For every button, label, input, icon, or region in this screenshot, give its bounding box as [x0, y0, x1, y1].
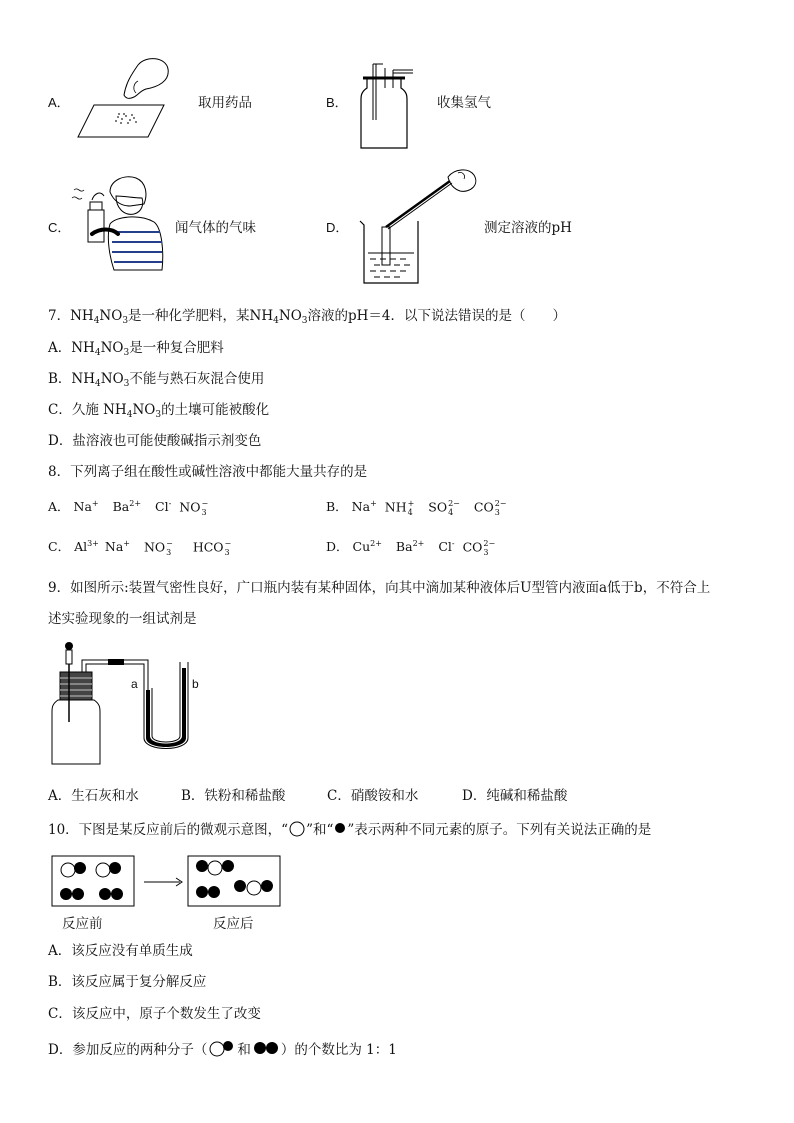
option-text: 的土壤可能被酸化 — [161, 402, 270, 418]
ion-na: Na+ — [351, 499, 377, 514]
ph-test-beaker-illustration — [350, 165, 500, 290]
option-letter: D． — [326, 539, 349, 554]
ion-cl: Cl- — [155, 499, 172, 514]
q10-option-b: B．该反应属于复分解反应 — [48, 974, 207, 990]
ab-molecule-icon — [207, 1039, 237, 1057]
stem-text: 7．NH — [48, 308, 94, 324]
q9-option-c: C．硝酸铵和水 — [327, 788, 419, 804]
q8-option-d — [326, 537, 505, 557]
ion-hco3: HCO− 3 — [192, 538, 232, 557]
subscript: 4 — [126, 410, 133, 420]
white-atom-icon — [288, 821, 306, 837]
black-atom-icon — [333, 821, 347, 835]
stem-text: ”和“ — [306, 822, 334, 838]
q7-option-b — [48, 367, 264, 389]
option-letter: B． — [326, 95, 348, 110]
option-text: 是一种复合肥料 — [129, 340, 224, 356]
hand-taking-powder-illustration — [76, 55, 176, 140]
q9-stem-line2: 述实验现象的一组试剂是 — [48, 611, 197, 627]
ion-cl: Cl- — [438, 539, 455, 554]
ion-no3: NO− 3 — [179, 498, 209, 517]
stem-text: NO — [278, 308, 302, 324]
gas-collection-bottle-illustration — [355, 60, 415, 150]
ion-nh4: NH+ 4 — [384, 498, 415, 517]
option-letter: A． — [48, 95, 70, 110]
option-text: 取用药品 — [198, 95, 252, 111]
q10-stem — [48, 818, 651, 838]
before-label: 反应前 — [62, 916, 103, 932]
ion-co3: CO2− 3 — [462, 538, 496, 557]
q9-option-d: D．纯碱和稀盐酸 — [462, 788, 568, 804]
option-letter: C． — [48, 539, 71, 554]
q10-option-c: C．该反应中，原子个数发生了改变 — [48, 1006, 261, 1022]
subscript: 3 — [122, 316, 129, 326]
label-a: a — [131, 677, 138, 691]
subscript: 4 — [95, 379, 101, 389]
ion-ba: $Ba^{2+}$ — [112, 499, 142, 514]
option-letter: B． — [326, 499, 348, 514]
after-label: 反应后 — [213, 916, 254, 932]
q8-option-b — [326, 497, 516, 517]
ion-so4: SO2− 4 — [428, 498, 460, 517]
option-text: 测定溶液的pH — [484, 220, 572, 236]
ion-na: Na+ — [73, 499, 99, 514]
option-text: D．参加反应的两种分子（ — [48, 1042, 208, 1058]
reaction-micro-diagram — [50, 854, 290, 914]
option-letter: C． — [48, 220, 71, 235]
option-text: 收集氢气 — [437, 95, 491, 111]
q7-option-d: D．盐溶液也可能使酸碱指示剂变色 — [48, 433, 262, 449]
option-letter: A． — [48, 499, 70, 514]
q7-stem — [48, 304, 566, 326]
stem-text: ”表示两种不同元素的原子。下列有关说法正确的是 — [347, 822, 652, 838]
option-text: 闻气体的气味 — [175, 220, 256, 236]
ion-na: Na+ — [104, 539, 130, 554]
q9-stem-line1: 9．如图所示:装置气密性良好，广口瓶内装有某种固体，向其中滴加某种液体后U型管内液面a低于b，不符合上 — [48, 580, 711, 596]
option-text: 和 — [237, 1042, 251, 1058]
q8-option-c — [48, 537, 241, 557]
option-text: 不能与熟石灰混合使用 — [129, 371, 265, 387]
bb-molecule-icon — [251, 1040, 281, 1056]
stem-text: NO — [99, 308, 123, 324]
option-text: C．久施 NH — [48, 402, 127, 418]
smelling-gas-illustration — [70, 172, 170, 272]
ion-no3: NO− 3 — [143, 538, 173, 557]
subscript: 3 — [123, 379, 130, 389]
q10-option-a: A．该反应没有单质生成 — [48, 943, 193, 959]
stem-text: 溶液的pH＝4．以下说法错误的是（ ） — [307, 308, 567, 324]
ion-al: $Al^{3+}$ — [74, 539, 99, 554]
q8-stem: 8．下列离子组在酸性或碱性溶液中都能大量共存的是 — [48, 464, 368, 480]
option-text: NO — [132, 402, 156, 418]
subscript: 3 — [123, 348, 130, 358]
q7-option-c — [48, 398, 269, 420]
option-letter: D． — [326, 220, 349, 235]
q9-option-a: A．生石灰和水 — [48, 788, 139, 804]
subscript: 4 — [273, 316, 279, 326]
stem-text: 是一种化学肥料，某NH — [128, 308, 274, 324]
q9-option-b: B．铁粉和稀盐酸 — [181, 788, 286, 804]
label-b: b — [192, 677, 199, 691]
stem-text: 10．下图是某反应前后的微观示意图，“ — [48, 822, 289, 838]
option-text: NO — [100, 340, 124, 356]
q7-option-a — [48, 336, 224, 358]
q10-option-d — [48, 1038, 397, 1058]
ion-co3: CO2− 3 — [473, 498, 507, 517]
option-text: NO — [100, 371, 124, 387]
subscript: 3 — [155, 410, 162, 420]
subscript: 3 — [301, 316, 308, 326]
u-tube-apparatus-diagram — [48, 638, 218, 768]
option-text: ）的个数比为 1：1 — [280, 1042, 397, 1058]
option-text: A．NH — [48, 340, 95, 356]
ion-ba: $Ba^{2+}$ — [395, 539, 425, 554]
subscript: 4 — [94, 348, 101, 358]
subscript: 4 — [93, 316, 100, 326]
q8-option-a — [48, 497, 218, 517]
ion-cu: $Cu^{2+}$ — [352, 539, 382, 554]
option-text: B．NH — [48, 371, 96, 387]
